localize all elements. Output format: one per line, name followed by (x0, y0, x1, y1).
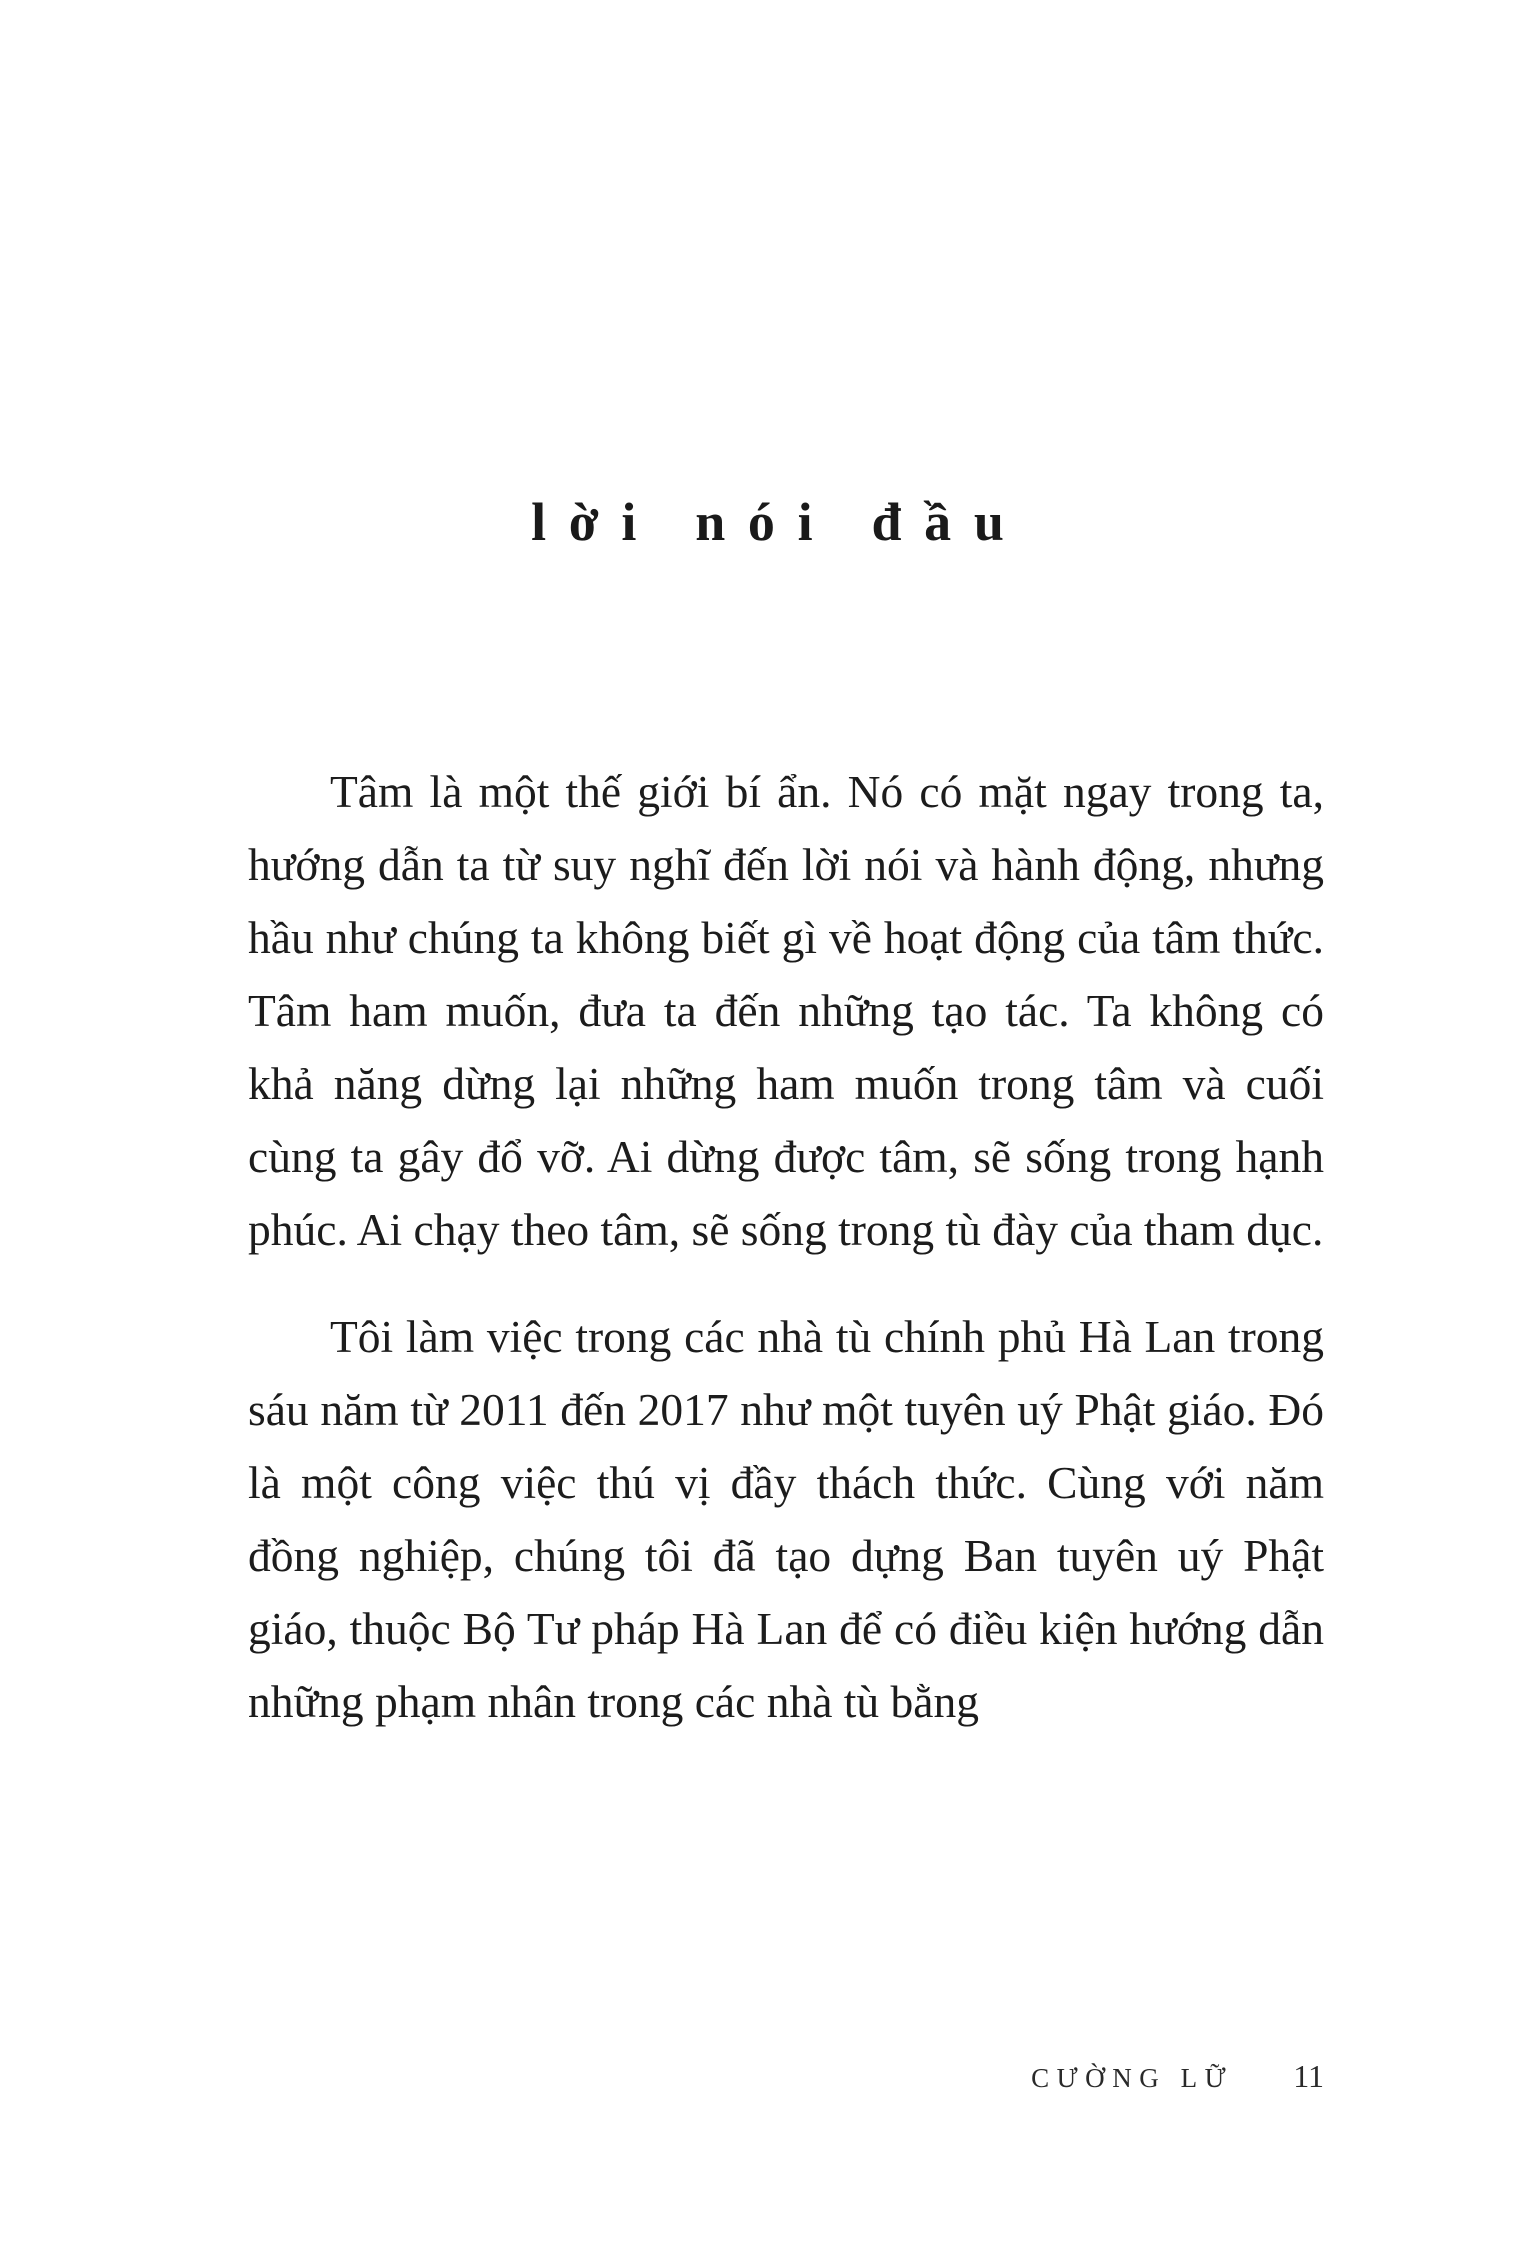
chapter-title: lời nói đầu (531, 492, 1027, 553)
page-footer (1031, 2058, 1324, 2095)
body-text (248, 755, 1324, 1772)
running-head-author: CƯỜNG LỮ (1031, 2063, 1234, 2093)
paragraph-1: Tâm là một thế giới bí ẩn. Nó có mặt ngay trong ta, hướng dẫn ta từ suy nghĩ đến lời nói và hành động, nhưng hầu như chúng ta không biết gì về hoạt động của tâm thức. Tâm ham muốn, đưa ta đến những tạo tác. Ta không có khả năng dừng lại những ham muốn trong tâm và cuối cùng ta gây đổ vỡ. Ai dừng được tâm, sẽ sống trong hạnh phúc. Ai chạy theo tâm, sẽ sống trong tù đày của tham dục. (248, 766, 1324, 1255)
page-number: 11 (1293, 2058, 1324, 2094)
paragraph-2: Tôi làm việc trong các nhà tù chính phủ Hà Lan trong sáu năm từ 2011 đến 2017 như một tuyên uý Phật giáo. Đó là một công việc thú vị đầy thách thức. Cùng với năm đồng nghiệp, chúng tôi đã tạo dựng Ban tuyên uý Phật giáo, thuộc Bộ Tư pháp Hà Lan để có điều kiện hướng dẫn những phạm nhân trong các nhà tù bằng (248, 1311, 1324, 1727)
